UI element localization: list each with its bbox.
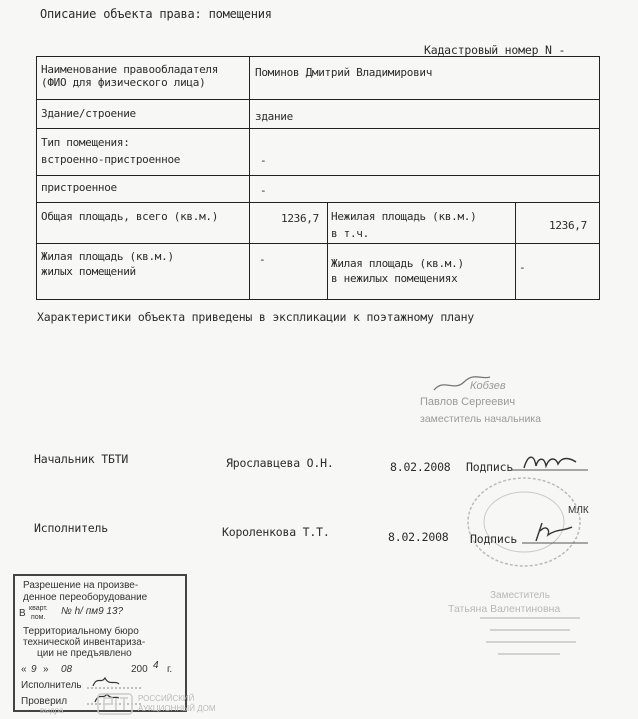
table-row-divider bbox=[37, 128, 599, 129]
total-area-value: 1236,7 bbox=[281, 212, 319, 225]
permit-executor-label: Исполнитель bbox=[21, 680, 82, 691]
living-in-nonresidential-label-line1: Жилая площадь (кв.м.) bbox=[331, 257, 464, 270]
room-type-value: - bbox=[260, 154, 267, 167]
permit-date-close-quote: » bbox=[43, 664, 49, 675]
round-seal-text: МЛК bbox=[568, 505, 589, 516]
living-in-nonresidential-label bbox=[331, 257, 464, 285]
deputy-name: Павлов Сергеевич bbox=[420, 396, 516, 408]
living-area-label bbox=[41, 250, 174, 278]
watermark-text-line2: АУКЦИОННЫЙ ДОМ bbox=[138, 704, 216, 713]
permit-date-year-hand: 4 bbox=[153, 660, 159, 671]
deputy-signature-icon bbox=[432, 374, 492, 394]
executor-name: Короленкова Т.Т. bbox=[222, 525, 330, 539]
executor-role: Исполнитель bbox=[34, 521, 108, 535]
permit-line3-number: № h/ пм9 13? bbox=[61, 606, 124, 617]
chief-role: Начальник ТБТИ bbox=[34, 452, 129, 466]
permit-date-month: 08 bbox=[61, 664, 73, 675]
table-col-divider bbox=[327, 202, 328, 299]
attached-label: пристроенное bbox=[41, 181, 117, 194]
permit-line5: технической инвентариза- bbox=[23, 637, 146, 648]
permit-line6: ции не предъявлено bbox=[37, 648, 132, 659]
cadastral-number: Кадастровый номер N - bbox=[424, 43, 566, 57]
characteristics-text: Характеристики объекта приведены в экспликации к поэтажному плану bbox=[37, 310, 475, 324]
executor-sign-label: Подпись bbox=[470, 532, 518, 546]
nonresidential-area-label-line1: Нежилая площадь (кв.м.) bbox=[331, 210, 477, 223]
deputy-signature-name: Кобзев bbox=[470, 380, 506, 392]
deputy-title: заместитель начальника bbox=[420, 413, 541, 425]
permit-line1: Разрешение на произве- bbox=[23, 580, 139, 591]
room-type-label-line2: встроенно-пристроенное bbox=[41, 153, 181, 166]
watermark-logo-icon bbox=[96, 692, 136, 716]
permit-line2: денное переоборудование bbox=[23, 592, 148, 603]
building-label: Здание/строение bbox=[41, 107, 136, 120]
owner-label-line2: (ФИО для физического лица) bbox=[41, 76, 206, 89]
nonresidential-area-label-line2: в т.ч. bbox=[331, 227, 369, 240]
permit-date-year-suffix: г. bbox=[167, 664, 173, 675]
permit-date-year: 200 bbox=[131, 664, 148, 675]
table-row-divider bbox=[37, 175, 599, 176]
table-col-divider bbox=[249, 57, 250, 299]
owner-value: Поминов Дмитрий Владимирович bbox=[255, 66, 433, 79]
permit-line3-small2: пом. bbox=[31, 614, 46, 621]
permit-date-day: 9 bbox=[31, 664, 37, 675]
living-area-label-line1: Жилая площадь (кв.м.) bbox=[41, 250, 174, 263]
owner-label-line1: Наименование правообладателя bbox=[41, 63, 219, 76]
document-title: Описание объекта права: помещения bbox=[40, 7, 272, 21]
nonresidential-area-label bbox=[331, 210, 476, 240]
room-type-label-line1: Тип помещения: bbox=[41, 136, 130, 149]
table-col-divider bbox=[515, 202, 516, 299]
building-value: здание bbox=[255, 110, 293, 123]
permit-date-open-quote: « bbox=[21, 664, 27, 675]
right-stamp-line1: Заместитель bbox=[490, 590, 550, 601]
room-type-label bbox=[41, 136, 180, 166]
table-row-divider bbox=[37, 99, 599, 100]
living-in-nonresidential-label-line2: в нежилых помещениях bbox=[331, 272, 458, 285]
chief-sign-label: Подпись bbox=[466, 460, 514, 474]
executor-signature-icon bbox=[520, 515, 590, 549]
right-stamp-faint-lines-icon bbox=[450, 612, 590, 658]
permit-line3-prefix: В bbox=[19, 608, 26, 619]
owner-label bbox=[41, 63, 218, 89]
chief-name: Ярославцева О.Н. bbox=[226, 456, 334, 470]
living-in-nonresidential-value: - bbox=[519, 261, 526, 274]
chief-date: 8.02.2008 bbox=[390, 460, 451, 474]
permit-line4: Территориальному бюро bbox=[23, 626, 139, 637]
attached-value: - bbox=[260, 184, 267, 197]
total-area-label: Общая площадь, всего (кв.м.) bbox=[41, 210, 219, 223]
property-table bbox=[36, 56, 600, 300]
executor-date: 8.02.2008 bbox=[388, 530, 449, 544]
permit-line3-small: кварт. bbox=[29, 605, 48, 612]
living-area-label-line2: жилых помещений bbox=[41, 265, 136, 278]
living-area-value: - bbox=[259, 253, 266, 266]
watermark-small-text: выдра bbox=[40, 706, 64, 715]
right-stamp-line2: Татьяна Валентиновна bbox=[448, 603, 561, 615]
nonresidential-area-value: 1236,7 bbox=[549, 219, 587, 232]
watermark-text-line1: РОССИЙСКИЙ bbox=[138, 694, 195, 703]
permit-checked-label: Проверил bbox=[21, 696, 68, 707]
